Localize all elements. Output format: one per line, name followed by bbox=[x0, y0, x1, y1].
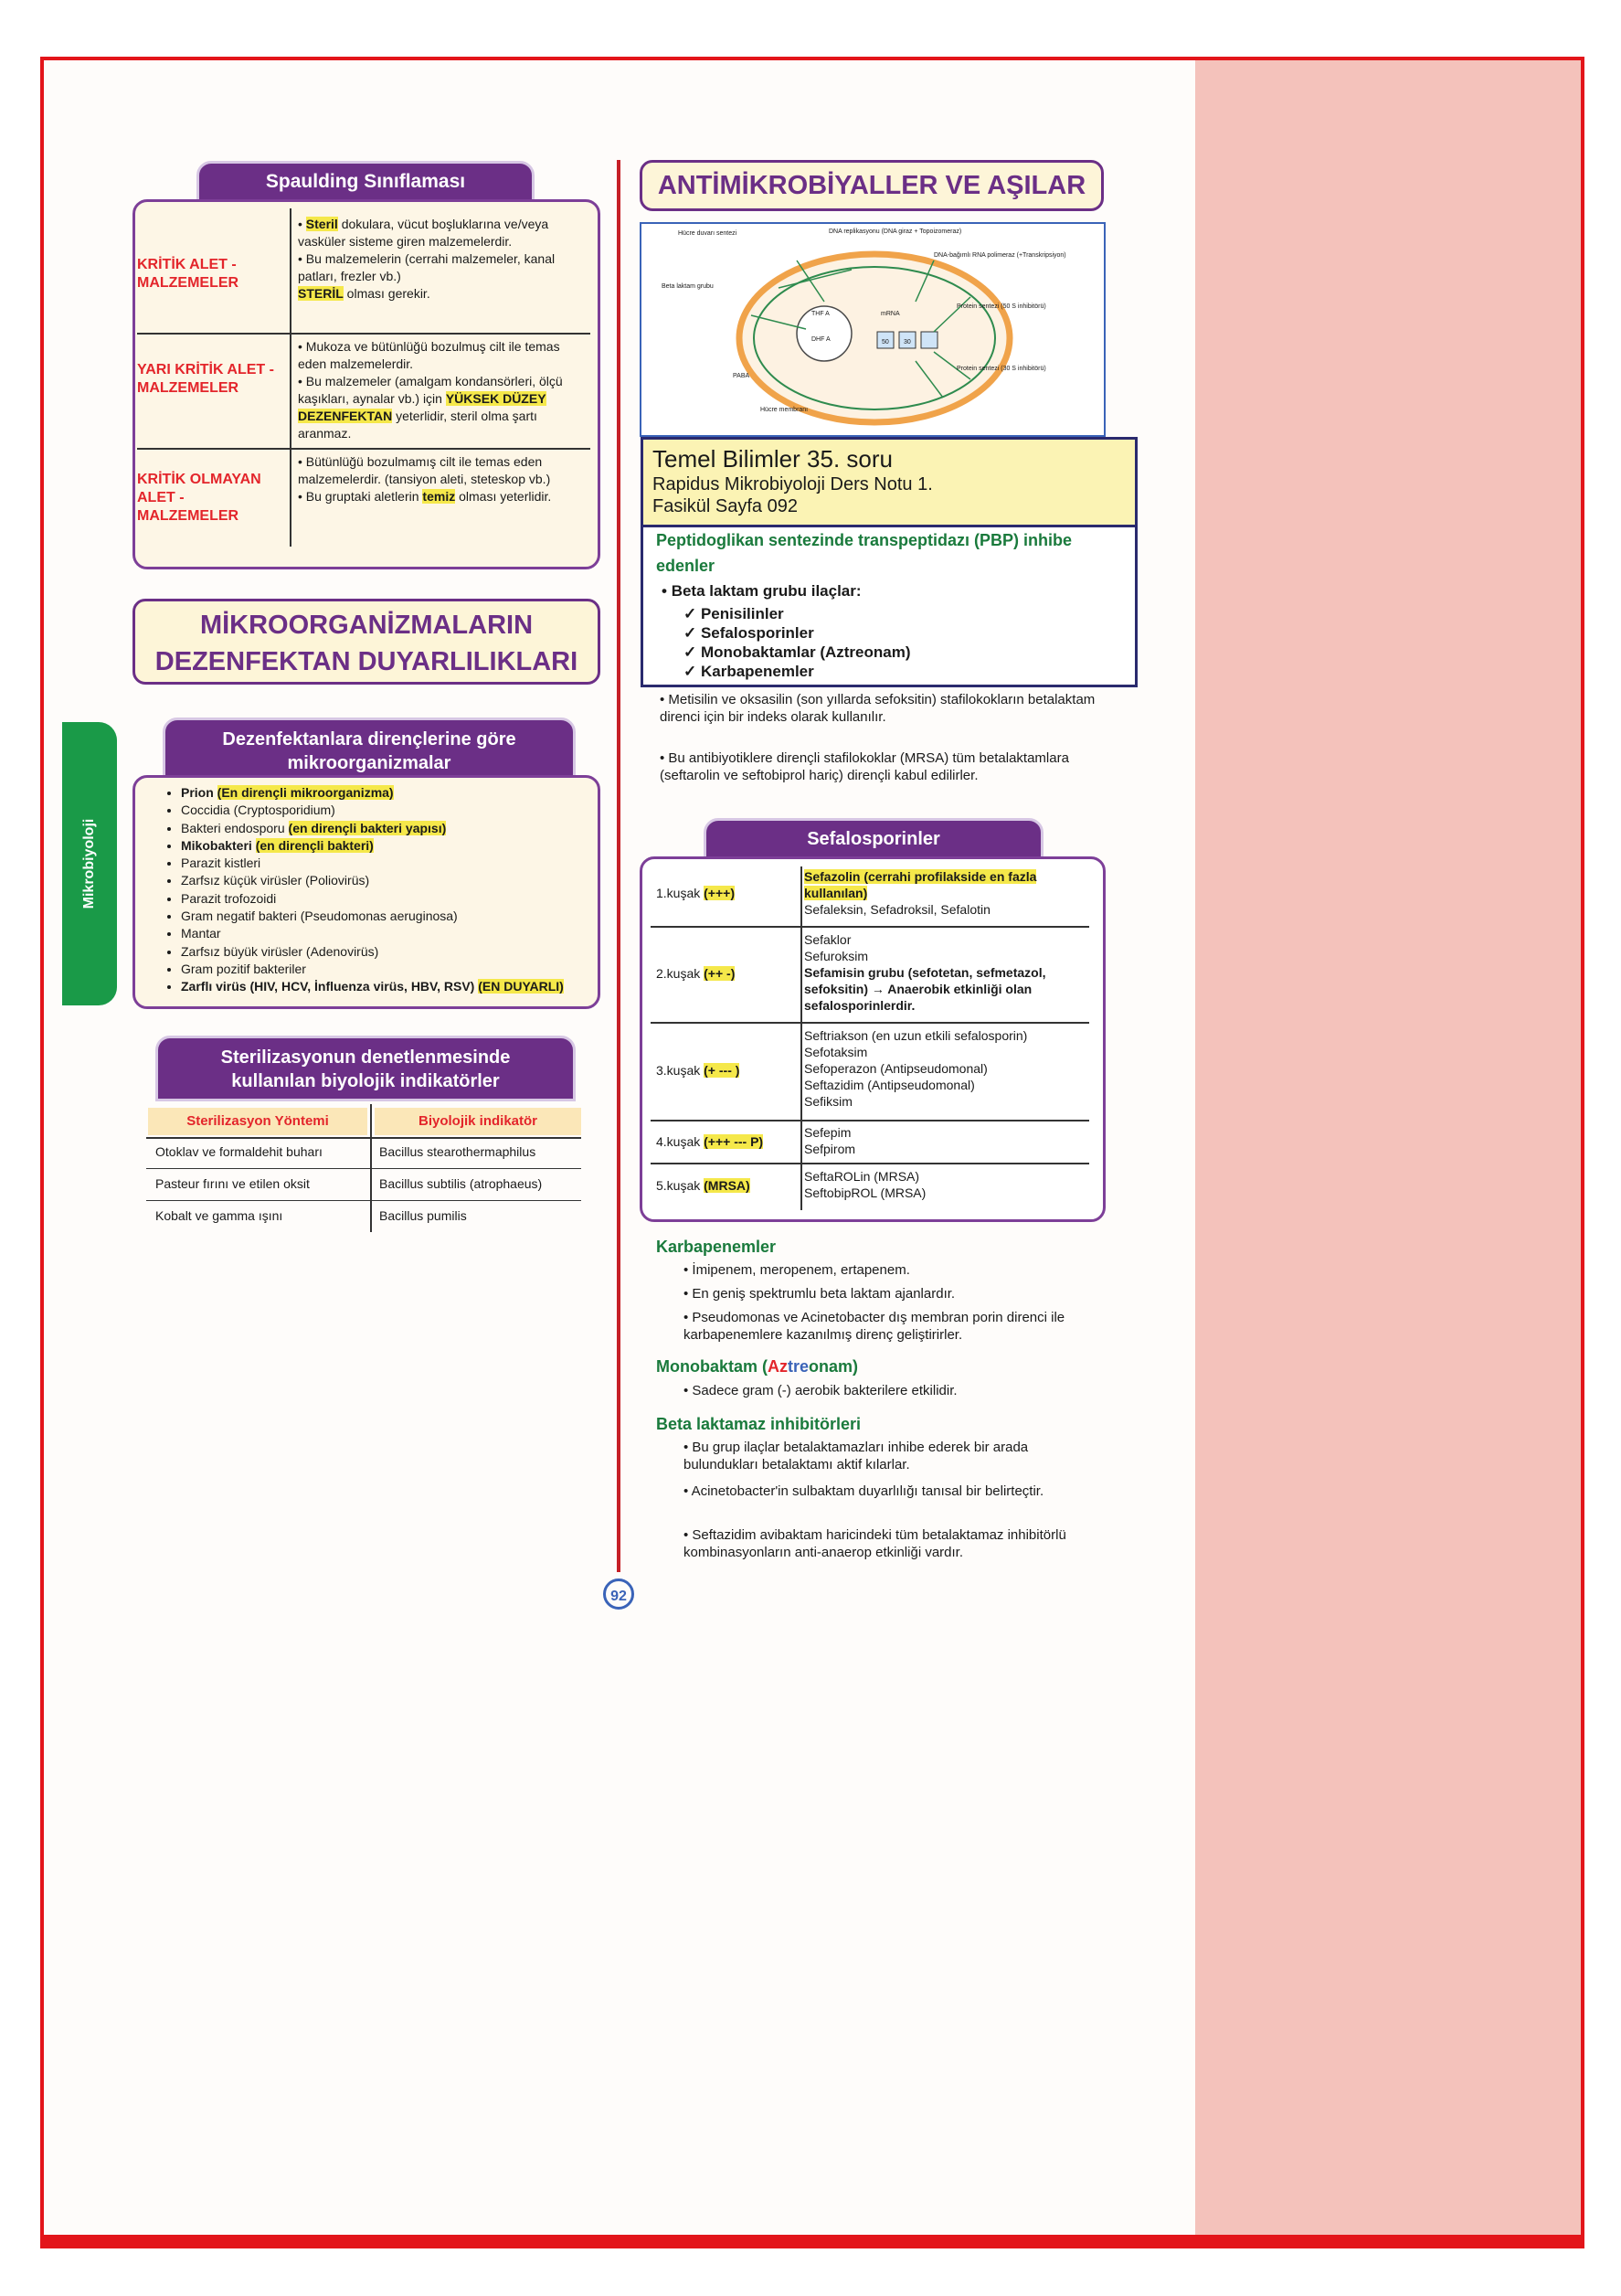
page-frame-bottom bbox=[40, 2235, 1584, 2248]
indikator-cell: Pasteur fırını ve etilen oksit bbox=[155, 1176, 310, 1191]
list-item: • En geniş spektrumlu beta laktam ajanlardır. bbox=[683, 1286, 956, 1302]
karbapenem-title: Karbapenemler bbox=[656, 1238, 777, 1256]
indikator-divider bbox=[146, 1200, 581, 1201]
beta-laktam-group: • Beta laktam grubu ilaçlar: bbox=[662, 582, 862, 600]
list-item: • Bakteri endosporu (en dirençli bakteri yapısı) bbox=[181, 820, 610, 837]
list-item: • Gram negatif bakteri (Pseudomonas aeruginosa) bbox=[181, 908, 610, 925]
spaulding-row-text: • Bütünlüğü bozulmamış cilt ile temas eden malzemelerdir. (tansiyon aleti, steteskop vb.) • Bu gruptaki aletlerin temiz olması yeterlidir. bbox=[298, 454, 552, 504]
list-item: • İmipenem, meropenem, ertapenem. bbox=[683, 1262, 910, 1278]
diagram-label: mRNA bbox=[881, 311, 900, 317]
diagram-label: 30 bbox=[904, 339, 911, 345]
sefalosporin-title: Sefalosporinler bbox=[704, 818, 1044, 860]
dezenfektan-title: MİKROORGANİZMALARIN DEZENFEKTAN DUYARLILIKLARI bbox=[132, 599, 600, 685]
diagram-label: DNA-bağımlı RNA polimeraz (+Transkripsiyon) bbox=[934, 252, 1066, 259]
side-tab-mikrobiyoloji: Mikrobiyoloji bbox=[62, 722, 117, 1005]
list-item: • Pseudomonas ve Acinetobacter dış membran porin direnci ile karbapenemlere kazanılmış direnç geliştirirler. bbox=[683, 1310, 1065, 1343]
reference-line-2: Rapidus Mikrobiyoloji Ders Notu 1. bbox=[652, 474, 933, 494]
indikator-cell: Bacillus subtilis (atrophaeus) bbox=[379, 1176, 543, 1191]
spaulding-title: Spaulding Sınıflaması bbox=[196, 161, 535, 203]
list-item: • Coccidia (Cryptosporidium) bbox=[181, 802, 610, 819]
diagram-label: DHF A bbox=[811, 336, 831, 343]
sefalosporin-row-divider bbox=[651, 1120, 1089, 1121]
pbp-heading: Peptidoglikan sentezinde transpeptidazı (PBP) inhibe edenler bbox=[656, 531, 1073, 575]
diagram-label: Beta laktam grubu bbox=[662, 283, 714, 290]
diagram-label: PABA bbox=[733, 373, 750, 379]
column-divider bbox=[617, 160, 620, 1572]
kusak-3: 3.kuşak (+ --- ) bbox=[656, 1063, 740, 1078]
kusak-1-drugs: Sefazolin (cerrahi profilakside en fazla kullanılan) Sefaleksin, Sefadroksil, Sefalotin bbox=[804, 869, 1037, 917]
indikator-cell: Bacillus stearothermaphilus bbox=[379, 1144, 536, 1159]
kusak-4: 4.kuşak (+++ --- P) bbox=[656, 1134, 764, 1149]
indikator-cell: Otoklav ve formaldehit buharı bbox=[155, 1144, 323, 1159]
spaulding-column-divider bbox=[290, 208, 291, 547]
list-item: • Gram pozitif bakteriler bbox=[181, 961, 610, 978]
list-item: • Zarfsız küçük virüsler (Poliovirüs) bbox=[181, 872, 610, 889]
spaulding-row-divider bbox=[137, 448, 590, 450]
diagram-label: Hücre duvarı sentezi bbox=[678, 230, 737, 237]
reference-line-3: Fasikül Sayfa 092 bbox=[652, 496, 798, 516]
list-item: • Acinetobacter'in sulbaktam duyarlılığı tanısal bir belirteçtir. bbox=[683, 1483, 1044, 1499]
spaulding-row-divider bbox=[137, 333, 590, 335]
kusak-5-drugs: SeftaROLin (MRSA) SeftobipROL (MRSA) bbox=[804, 1169, 927, 1200]
beta-laktam-list bbox=[683, 604, 911, 681]
list-item: • Parazit trofozoidi bbox=[181, 890, 610, 908]
list-item: • Seftazidim avibaktam haricindeki tüm betalaktamaz inhibitörlü kombinasyonların anti-anaerop etkinliği vardır. bbox=[683, 1527, 1066, 1560]
kusak-2-drugs: Sefaklor Sefuroksim Sefamisin grubu (sefotetan, sefmetazol, sefoksitin) → Anaerobik etkinliği olan sefalosporinlerdir. bbox=[804, 932, 1046, 1013]
sefalosporin-row-divider bbox=[651, 1163, 1089, 1164]
spaulding-row-label: YARI KRİTİK ALET - MALZEMELER bbox=[137, 362, 274, 396]
reference-line-1: Temel Bilimler 35. soru bbox=[652, 445, 893, 473]
list-item: • Prion (En dirençli mikroorganizma) bbox=[181, 784, 610, 802]
indikator-divider bbox=[146, 1137, 581, 1139]
kusak-2: 2.kuşak (++ -) bbox=[656, 966, 736, 981]
list-item: ✓ Penisilinler bbox=[683, 605, 784, 622]
sefalosporin-row-divider bbox=[651, 926, 1089, 928]
direnc-title: Dezenfektanlara dirençlerine göre mikroorganizmalar bbox=[163, 718, 576, 783]
direnc-list bbox=[161, 784, 610, 996]
bli-title: Beta laktamaz inhibitörleri bbox=[656, 1415, 862, 1433]
indikator-header-indikator: Biyolojik indikatör bbox=[375, 1108, 581, 1135]
antimikrobiyal-title: ANTİMİKROBİYALLER VE AŞILAR bbox=[640, 160, 1104, 211]
diagram-label: Hücre membranı bbox=[760, 407, 809, 413]
monobaktam-title: Monobaktam (Aztreonam) bbox=[656, 1357, 859, 1376]
sefalosporin-row-divider bbox=[651, 1022, 1089, 1024]
mechanism-diagram bbox=[640, 222, 1106, 437]
list-item: • Mikobakteri (en dirençli bakteri) bbox=[181, 837, 610, 855]
indikator-header-yontem: Sterilizasyon Yöntemi bbox=[148, 1108, 367, 1135]
reference-overlay bbox=[641, 437, 1138, 687]
list-item: • Zarfsız büyük virüsler (Adenovirüs) bbox=[181, 943, 610, 961]
list-item: • Zarflı virüs (HIV, HCV, İnfluenza virüs, HBV, RSV) (EN DUYARLI) bbox=[181, 978, 610, 995]
diagram-label: Protein sentezi (50 S inhibitörü) bbox=[957, 303, 1046, 310]
sefalosporin-column-divider bbox=[800, 866, 802, 1210]
page-number: 92 bbox=[603, 1578, 634, 1610]
spaulding-row-text: • Mukoza ve bütünlüğü bozulmuş cilt ile temas eden malzemelerdir. • Bu malzemeler (amalgam kondansörleri, ölçü kaşıkları, aynalar vb.) için YÜKSEK DÜZEY DEZENFEKTAN yeterlidir, steril olma şartı aranmaz. bbox=[298, 339, 563, 441]
spaulding-row-label: KRİTİK ALET - MALZEMELER bbox=[137, 257, 239, 291]
diagram-label: THF A bbox=[811, 311, 830, 317]
spaulding-row-label: KRİTİK OLMAYAN ALET - MALZEMELER bbox=[137, 472, 261, 524]
mrsa-item: • Bu antibiyotiklere dirençli stafilokoklar (MRSA) tüm betalaktamlara (seftarolin ve seftobiprol hariç) dirençli kabul edilirler. bbox=[660, 750, 1069, 783]
diagram-label: DNA replikasyonu (DNA giraz + Topoizomeraz) bbox=[829, 229, 962, 235]
list-item: ✓ Karbapenemler bbox=[683, 663, 814, 680]
diagram-label: Protein sentezi (30 S inhibitörü) bbox=[957, 366, 1046, 372]
list-item: • Sadece gram (-) aerobik bakterilere etkilidir. bbox=[683, 1383, 958, 1398]
indikator-column-divider bbox=[370, 1104, 372, 1232]
spaulding-row-text: • Steril dokulara, vücut boşluklarına ve/veya vasküler sisteme giren malzemelerdir. • Bu malzemelerin (cerrahi malzemeler, kanal patları, frezler vb.) STERİL olması gerekir. bbox=[298, 217, 556, 301]
indikator-title: Sterilizasyonun denetlenmesinde kullanılan biyolojik indikatörler bbox=[155, 1036, 576, 1101]
kusak-1: 1.kuşak (+++) bbox=[656, 886, 735, 900]
kusak-3-drugs: Seftriakson (en uzun etkili sefalosporin) Sefotaksim Sefoperazon (Antipseudomonal) Seftazidim (Antipseudomonal) Sefiksim bbox=[804, 1028, 1028, 1109]
list-item: ✓ Monobaktamlar (Aztreonam) bbox=[683, 643, 911, 661]
list-item: ✓ Sefalosporinler bbox=[683, 624, 814, 642]
indikator-divider bbox=[146, 1168, 581, 1169]
indikator-cell: Bacillus pumilis bbox=[379, 1208, 467, 1223]
kusak-4-drugs: Sefepim Sefpirom bbox=[804, 1125, 856, 1156]
mechanism-diagram-graphic bbox=[641, 224, 1104, 435]
reference-note bbox=[643, 440, 1135, 527]
list-item: • Parazit kistleri bbox=[181, 855, 610, 872]
list-item: • Bu grup ilaçlar betalaktamazları inhibe ederek bir arada bulundukları betalaktamı aktif kılarlar. bbox=[683, 1440, 1029, 1472]
list-item: • Mantar bbox=[181, 925, 610, 942]
kusak-5: 5.kuşak (MRSA) bbox=[656, 1178, 750, 1193]
metisilin-item: • Metisilin ve oksasilin (son yıllarda sefoksitin) stafilokokların betalaktam direnci için bir indeks olarak kullanılır. bbox=[660, 692, 1096, 725]
diagram-label: 50 bbox=[882, 339, 889, 345]
indikator-cell: Kobalt ve gamma ışını bbox=[155, 1208, 283, 1223]
